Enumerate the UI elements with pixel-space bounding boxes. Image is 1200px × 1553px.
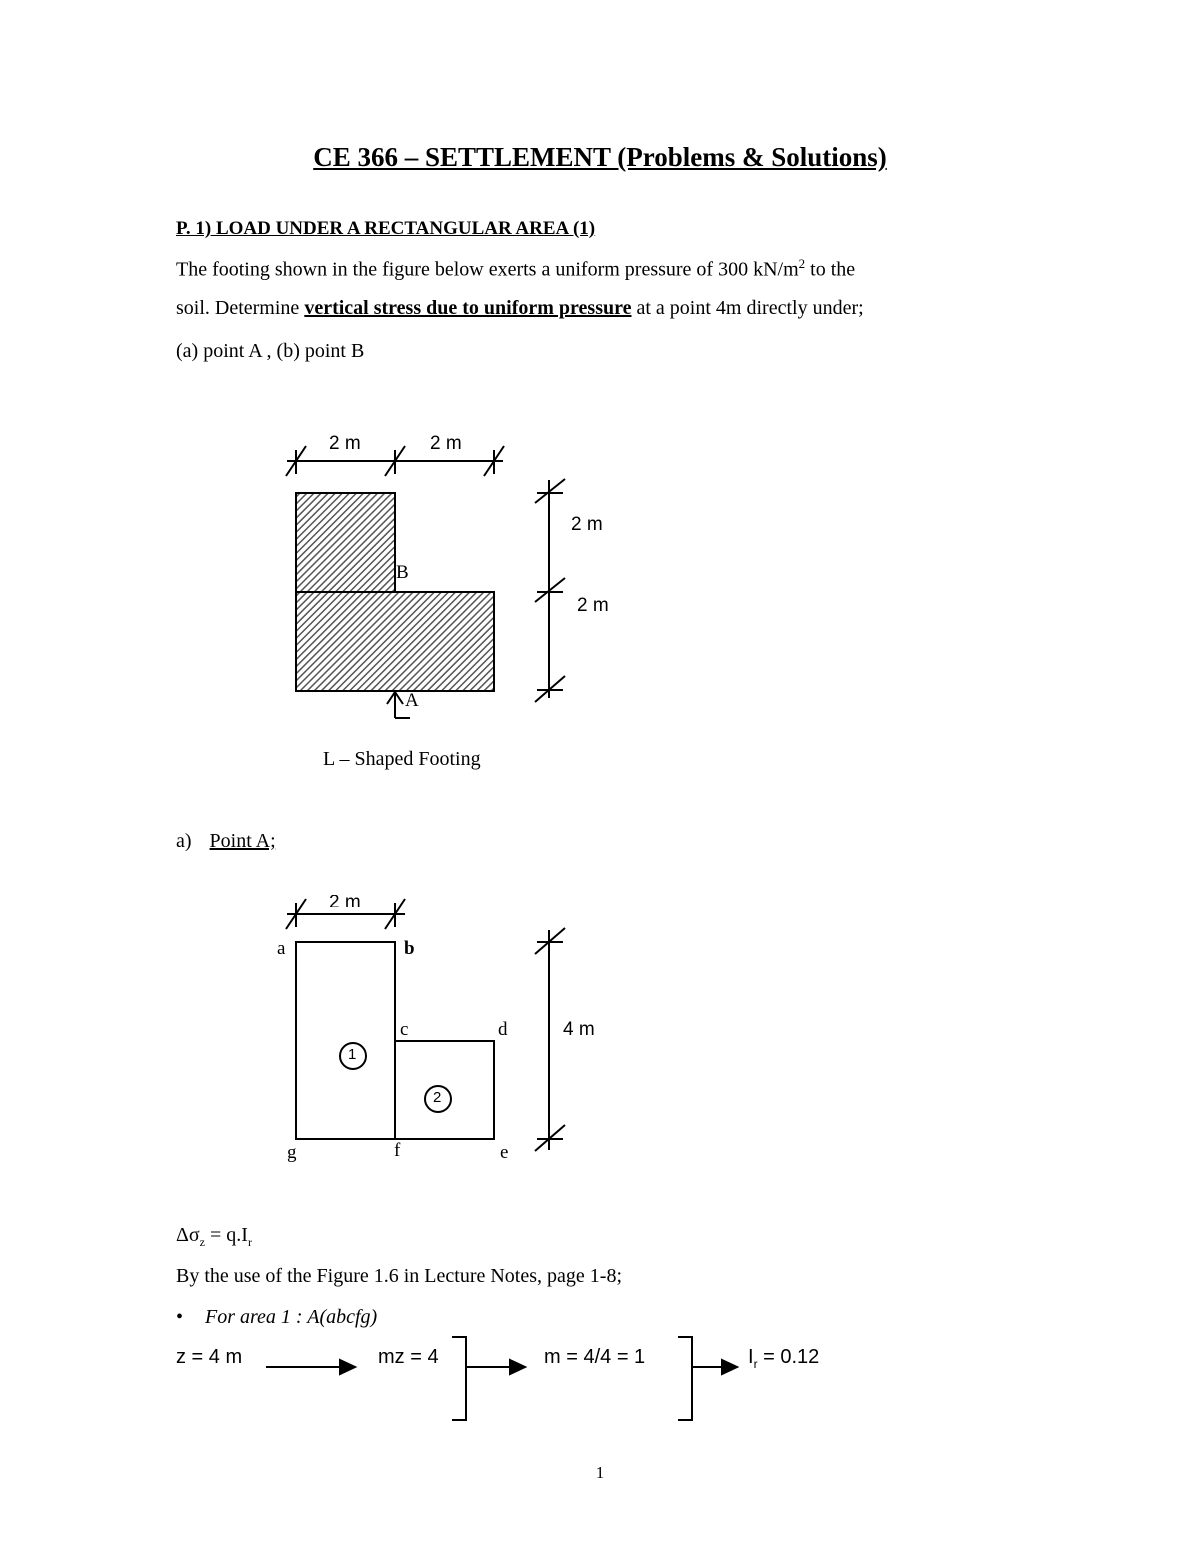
section-a-label: Point A; — [209, 830, 276, 852]
top-dimension-line — [286, 446, 504, 476]
dim-right-lower-label: 2 m — [577, 595, 609, 616]
reference-line: By the use of the Figure 1.6 in Lecture Notes, page 1-8; — [176, 1265, 622, 1287]
area-1-number: 1 — [348, 1046, 357, 1063]
footing-lower-block — [296, 592, 494, 691]
problem-line-2-text: soil. Determine — [176, 297, 305, 319]
calc-z: z = 4 m — [176, 1346, 243, 1368]
point-b-label: B — [396, 562, 409, 583]
fig2-dim-top-label: 2 m — [329, 895, 361, 907]
corner-c-label: c — [400, 1019, 409, 1040]
fig2-right-dimension-line — [535, 928, 565, 1151]
formula-lhs: Δσ — [176, 1224, 200, 1246]
dim-right-upper-label: 2 m — [571, 514, 603, 535]
dim-top-right-label: 2 m — [430, 433, 462, 454]
calc-arrows — [266, 1337, 737, 1420]
formula-rhs-sub: r — [247, 1235, 252, 1249]
corner-f-label: f — [394, 1140, 401, 1161]
emphasis-vertical-stress: vertical stress due to uniform pressure — [304, 297, 632, 319]
dim-top-left-label: 2 m — [329, 433, 361, 454]
right-dimension-line — [535, 479, 565, 702]
corner-b-label: b — [404, 938, 415, 959]
l-shaped-footing-figure — [286, 446, 565, 718]
bullet-dot-icon: • — [176, 1306, 184, 1328]
footing-upper-block — [296, 493, 395, 592]
calc-ir — [748, 1346, 819, 1371]
corner-e-label: e — [500, 1142, 509, 1163]
bullet-area-1 — [176, 1306, 377, 1329]
formula-lhs-sub: z — [199, 1235, 205, 1249]
calc-mz: mz = 4 — [378, 1346, 439, 1368]
corner-g-label: g — [287, 1142, 297, 1163]
bullet-area-1-text: For area 1 : A(abcfg) — [205, 1306, 378, 1328]
problem-line-1-text: The footing shown in the figure below exerts a uniform pressure of 300 kN/m — [176, 258, 799, 281]
problem-heading: P. 1) LOAD UNDER A RECTANGULAR AREA (1) — [176, 218, 596, 239]
page-title: CE 366 – SETTLEMENT (Problems & Solutions) — [313, 142, 887, 172]
corner-a-label: a — [277, 938, 286, 959]
problem-line-1-tail: to the — [805, 258, 856, 281]
problem-line-2-tail: at a point 4m directly under; — [631, 297, 864, 319]
calc-ir-value: = 0.12 — [757, 1346, 820, 1368]
page-number: 1 — [595, 1463, 605, 1482]
fig2-dim-right-label: 4 m — [563, 1019, 595, 1040]
section-a-heading — [176, 830, 276, 853]
corner-d-label: d — [498, 1019, 508, 1040]
point-a-label: A — [405, 690, 419, 711]
figure-caption: L – Shaped Footing — [323, 748, 481, 770]
calc-m: m = 4/4 = 1 — [544, 1346, 646, 1368]
area-2-rect — [395, 1041, 494, 1139]
superscript-2: 2 — [798, 256, 806, 271]
problem-line-3: (a) point A , (b) point B — [176, 340, 365, 362]
calc-ir-symbol: I — [748, 1346, 754, 1368]
area-1-rect — [296, 942, 395, 1139]
section-a-marker: a) — [176, 830, 192, 852]
subdivided-area-figure — [286, 899, 565, 1151]
stress-formula — [176, 1224, 252, 1250]
area-2-number: 2 — [433, 1089, 442, 1106]
formula-rhs: = q.I — [204, 1224, 248, 1246]
calc-ir-sub: r — [753, 1357, 758, 1371]
